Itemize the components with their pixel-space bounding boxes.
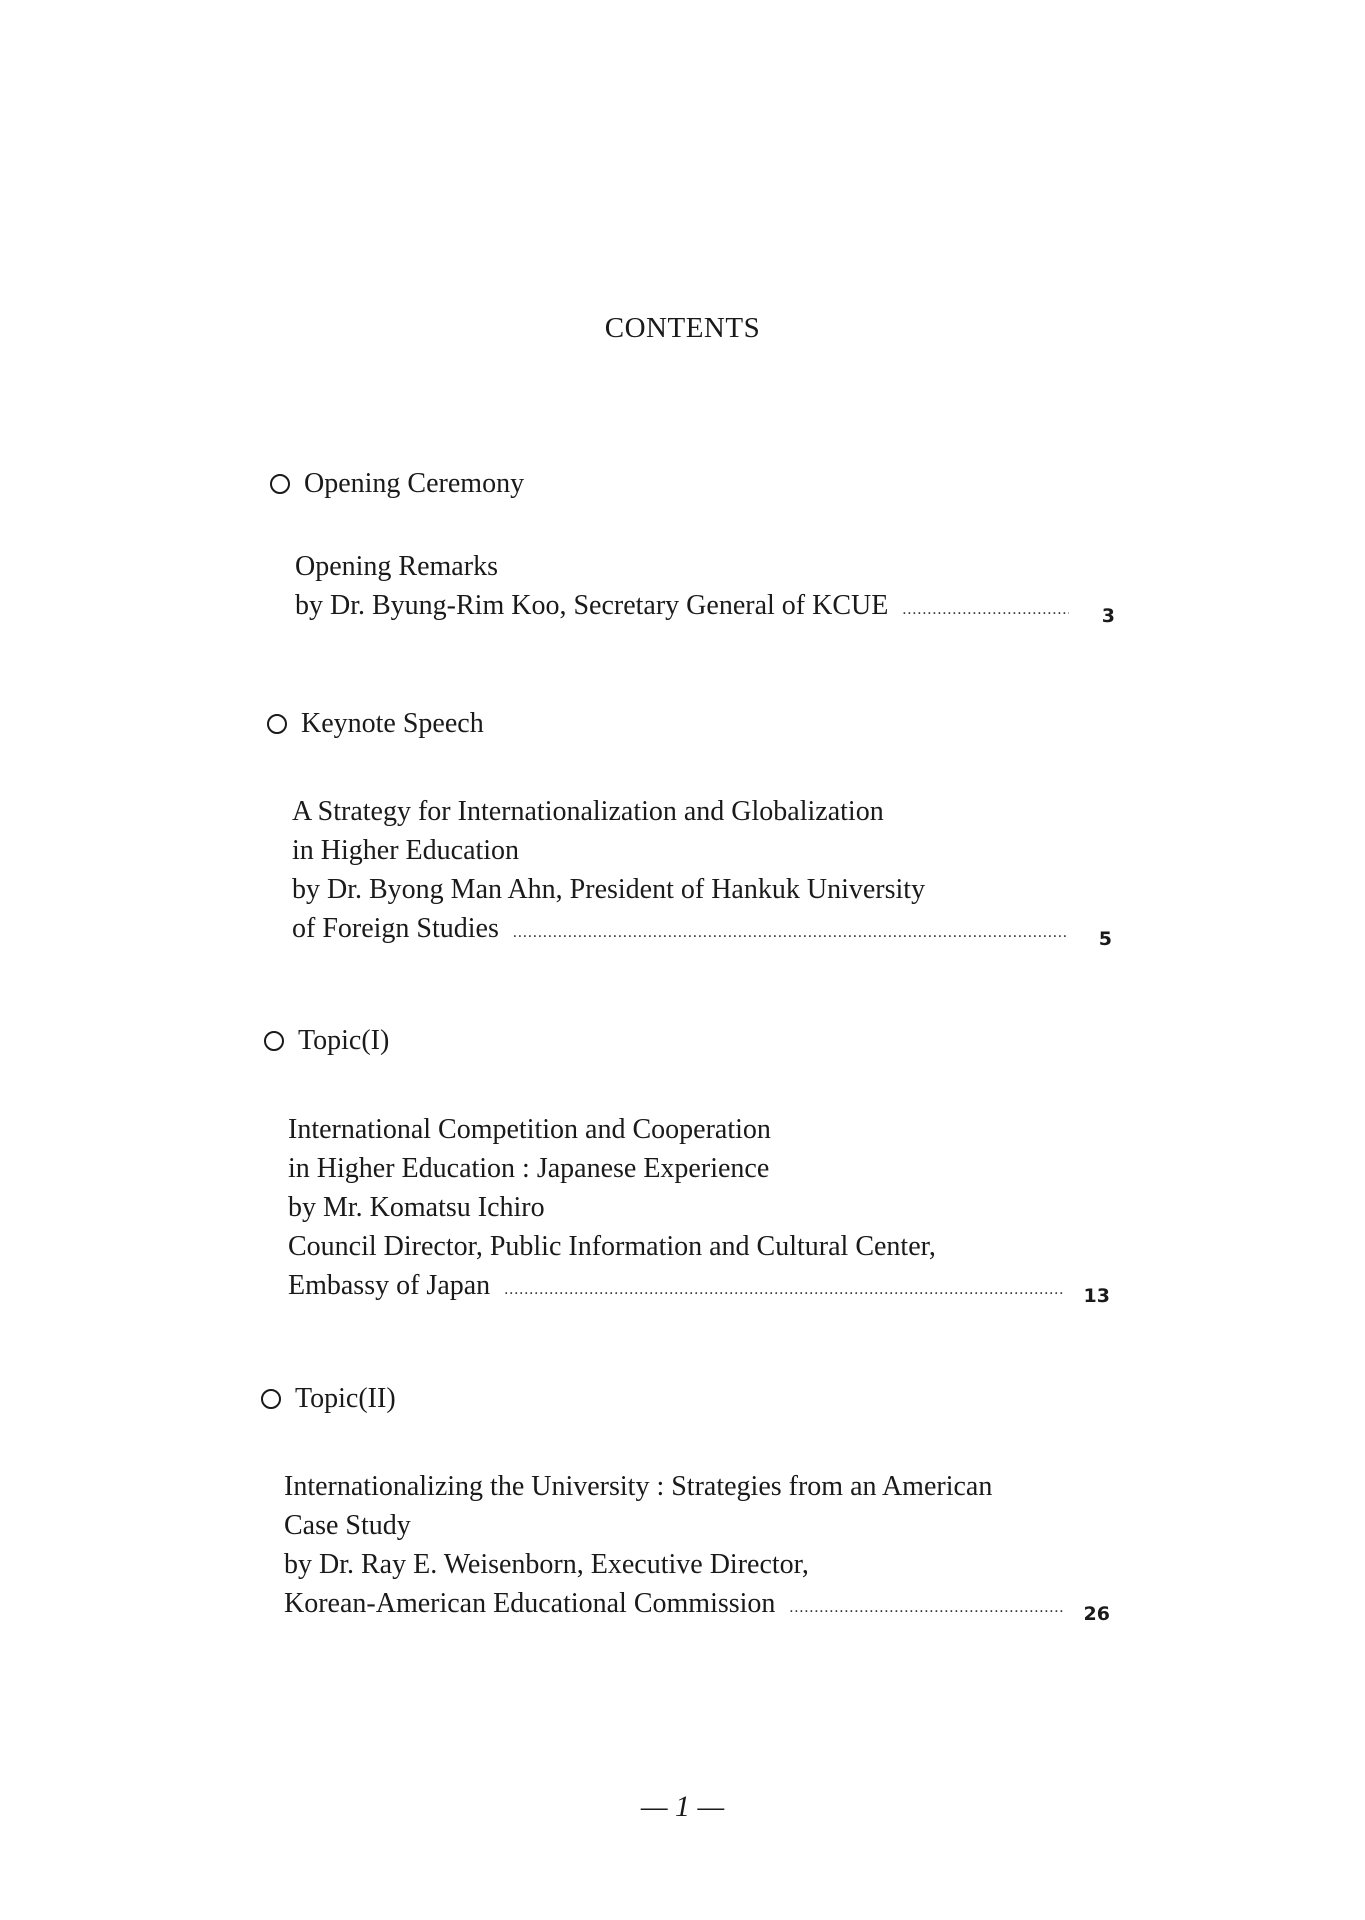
section-heading-label: Opening Ceremony: [304, 468, 525, 499]
section-heading-topic-2: [261, 1383, 396, 1415]
toc-entry-keynote[interactable]: [292, 792, 1112, 952]
entry-affiliation-line: Korean-American Educational Commission: [284, 1588, 776, 1619]
section-heading-label: Keynote Speech: [301, 708, 484, 739]
section-heading-topic-1: [264, 1025, 389, 1057]
entry-title-line: in Higher Education: [292, 835, 520, 866]
toc-entry-topic-2[interactable]: [284, 1467, 1110, 1627]
circle-bullet-icon: [270, 474, 290, 494]
section-heading-label: Topic(I): [298, 1025, 390, 1056]
entry-affiliation-line: of Foreign Studies: [292, 913, 499, 944]
page-title: CONTENTS: [604, 312, 761, 344]
section-heading-keynote-speech: [267, 708, 484, 740]
circle-bullet-icon: [267, 714, 287, 734]
dot-leader: [902, 590, 1069, 629]
entry-last-line: [288, 1266, 1110, 1309]
dot-leader: [789, 1588, 1064, 1627]
page-footer-number: — 1 —: [640, 1790, 725, 1823]
dot-leader: [513, 913, 1066, 952]
circle-bullet-icon: [261, 1389, 281, 1409]
entry-author-line: by Dr. Byung-Rim Koo, Secretary General of KCUE: [295, 590, 889, 621]
toc-entry-topic-1[interactable]: [288, 1110, 1110, 1309]
entry-title-line: A Strategy for Internationalization and Globalization: [292, 796, 884, 827]
section-heading-opening-ceremony: [270, 468, 524, 500]
entry-author-line: by Mr. Komatsu Ichiro: [288, 1192, 545, 1223]
entry-author-line: by Dr. Ray E. Weisenborn, Executive Director,: [284, 1549, 809, 1580]
section-heading-label: Topic(II): [295, 1383, 396, 1414]
toc-entry-opening-remarks[interactable]: [295, 547, 1115, 629]
entry-title-line: Internationalizing the University : Strategies from an American: [284, 1471, 993, 1502]
entry-affiliation-line: Council Director, Public Information and Cultural Center,: [288, 1231, 936, 1262]
entry-last-line: [284, 1584, 1110, 1627]
entry-last-line: [295, 586, 1115, 629]
circle-bullet-icon: [264, 1031, 284, 1051]
page-number: 26: [1083, 1603, 1110, 1625]
entry-title-line: in Higher Education : Japanese Experience: [288, 1153, 770, 1184]
entry-affiliation-line: Embassy of Japan: [288, 1270, 491, 1301]
page-number: 5: [1098, 928, 1112, 950]
entry-title-line: Opening Remarks: [295, 551, 498, 582]
dot-leader: [504, 1270, 1064, 1309]
page-number: 13: [1083, 1285, 1110, 1307]
page-number: 3: [1101, 605, 1115, 627]
entry-last-line: [292, 909, 1112, 952]
entry-title-line: Case Study: [284, 1510, 411, 1541]
entry-title-line: International Competition and Cooperation: [288, 1114, 771, 1145]
entry-author-line: by Dr. Byong Man Ahn, President of Hankuk University: [292, 874, 926, 905]
